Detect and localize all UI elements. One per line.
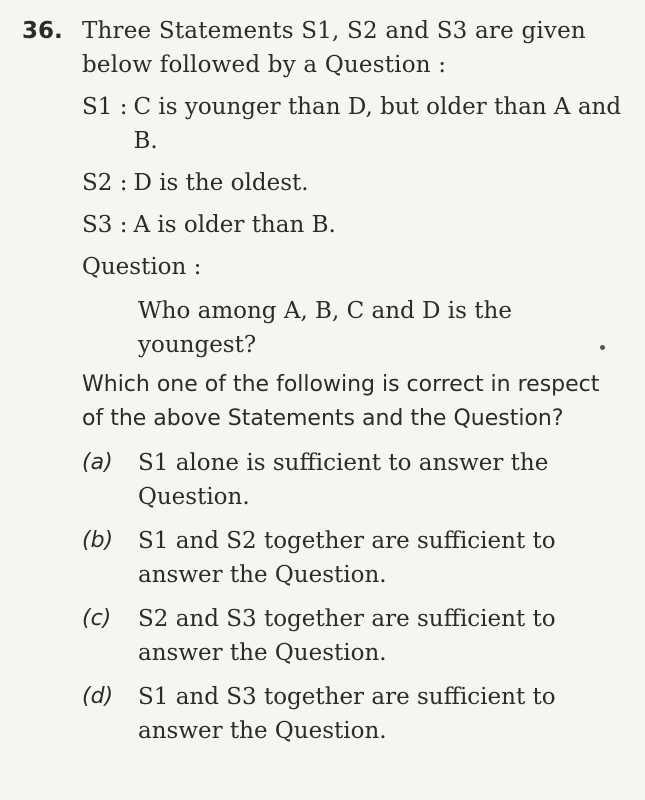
option-a[interactable] [82,446,623,514]
statement-text: C is younger than D, but older than A and B. [133,94,622,154]
question-label: Question : [82,254,202,280]
statement-text: A is older than B. [133,212,336,238]
sub-question: Who among A, B, C and D is the youngest? [138,298,512,358]
option-label: (d) [82,684,114,709]
option-text: S2 and S3 together are sufficient to answer the Question. [138,606,556,666]
ink-speck [600,345,605,350]
option-text: S1 alone is sufficient to answer the Question. [138,450,549,510]
statement-s2 [82,166,623,200]
question-block [22,14,623,748]
statement-label: S3 : [82,212,128,238]
option-label: (a) [82,450,113,475]
option-label: (c) [82,606,112,631]
statement-s3 [82,208,623,242]
option-d[interactable] [82,680,623,748]
option-text: S1 and S2 together are sufficient to answer the Question. [138,528,556,588]
option-c[interactable] [82,602,623,670]
options-list [82,446,623,748]
statement-s1 [82,90,623,158]
statement-label: S1 : [82,94,128,120]
question-number: 36. [22,18,63,44]
option-b[interactable] [82,524,623,592]
option-text: S1 and S3 together are sufficient to answer the Question. [138,684,556,744]
statement-text: D is the oldest. [133,170,309,196]
statement-label: S2 : [82,170,128,196]
question-body [82,14,623,748]
option-label: (b) [82,528,114,553]
question-stem: Three Statements S1, S2 and S3 are given below followed by a Question : [82,18,586,78]
answer-prompt: Which one of the following is correct in respect of the above Statements and the Question? [82,372,600,431]
